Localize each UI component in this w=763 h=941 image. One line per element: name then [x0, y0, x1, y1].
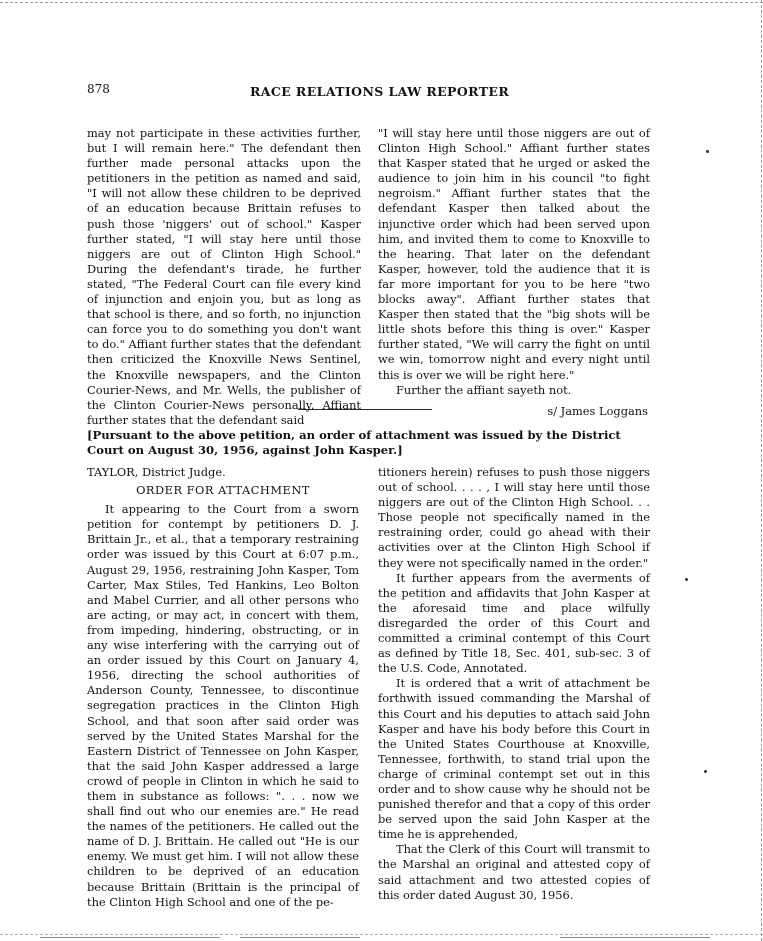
scan-edge-bottom	[0, 934, 763, 935]
order-paragraph: titioners herein) refuses to push those niggers out of school. . . . , I will stay here until those niggers are out of the Clinton High School. . . Those people not specifically named in the restraining order, could go ahead with their activities over at the Clinton High School if they were not specifically named in the order."	[378, 465, 650, 570]
order-paragraph: It further appears from the averments of the petition and affidavits that John Kasper at the aforesaid time and place wilfully disregarded the order of this Court and committed a criminal contempt of this Court as defined by Title 18, Sec. 401, sub-sec. 3 of the U.S. Code, Annotated.	[378, 570, 650, 676]
scan-edge-right	[761, 0, 762, 941]
affidavit-column-right	[378, 126, 650, 419]
affidavit-paragraph: "I will stay here until those niggers are out of Clinton High School." Affiant further states that Kasper stated that he urged or asked the audience to join him in his council "to fight negroism." Affiant further states that the defendant Kasper then talked about the injunctive order which had been served upon him, and invited them to come to Knoxville to the hearing. That later on the defendant Kasper, however, told the audience that it is far more important for you to be here "two blocks away". Affiant further states that Kasper then stated that the "big shots will be little shots before this thing is over." Kasper further stated, "We will carry the fight on until we win, tomorrow night and every night until this is over we will be right here."	[378, 126, 650, 382]
scan-speck	[704, 770, 707, 773]
editor-note: [Pursuant to the above petition, an order of attachment was issued by the District Court on August 30, 1956, against John Kasper.]	[87, 428, 621, 457]
page-number: 878	[87, 82, 110, 96]
scan-edge-top	[0, 2, 763, 3]
affidavit-closing: Further the affiant sayeth not.	[396, 382, 572, 397]
order-paragraph: That the Clerk of this Court will transmit to the Marshal an original and attested copy of said attachment and two attested copies of this order dated August 30, 1956.	[378, 842, 650, 902]
affiant-signature: s/ James Loggans	[547, 403, 648, 418]
order-column-left	[87, 465, 359, 910]
scan-speck	[706, 150, 709, 153]
scan-speck	[685, 578, 688, 581]
order-title: ORDER FOR ATTACHMENT	[136, 483, 310, 498]
order-paragraph: It appearing to the Court from a sworn petition for contempt by petitioners D. J. Brittain Jr., et al., that a temporary restraining order was issued by this Court at 6:07 p.m., August 29, 1956, restraining John Kasper, Tom Carter, Max Stiles, Ted Hankins, Leo Bolton and Mabel Currier, and all other persons who are acting, or may act, in concert with them, from impeding, hindering, obstructing, or in any wise interfering with the carrying out of an order issued by this Court on January 4, 1956, directing the school authorities of Anderson County, Tennessee, to discontinue segregation practices in the Clinton High School, and that soon after said order was served by the United States Marshal for the Eastern District of Tennessee on John Kasper, that the said John Kasper addressed a large crowd of people in Clinton in which he said to them in substance as follows: ". . . now we shall find out who our enemies are." He read the names of the petitioners. He called out the name of D. J. Brittain. He called out "He is our enemy. We must get him. I will not allow these children to be deprived of an education because Brittain (Brittain is the principal of the Clinton High School and one of the pe-	[87, 502, 359, 909]
scan-edge-mark	[40, 937, 220, 938]
affidavit-column-left	[87, 126, 361, 428]
running-head: RACE RELATIONS LAW REPORTER	[250, 84, 510, 99]
affidavit-paragraph: may not participate in these activities further, but I will remain here." The defendant then further made personal attacks upon the petitioners in the petition as named and said, "I will not allow these children to be deprived of an education because Brittain refuses to push those 'niggers' out of school." Kasper further stated, "I will stay here until those niggers are out of Clinton High School." During the defendant's tirade, he further stated, "The Federal Court can file every kind of injunction and enjoin you, but as long as that school is there, and so forth, no injunction can force you to do something you don't want to do." Affiant further states that the defendant then criticized the Knoxville News Sentinel, the Knoxville newspapers, and the Clinton Courier-News, and Mr. Wells, the publisher of the Clinton Courier-News personally. Affiant further states that the defendant said	[87, 126, 361, 427]
section-divider	[298, 409, 432, 410]
scan-edge-mark	[560, 937, 710, 938]
order-paragraph: It is ordered that a writ of attachment be forthwith issued commanding the Marshal of this Court and his deputies to attach said John Kasper and have his body before this Court in the United States Courthouse at Knoxville, Tennessee, forthwith, to stand trial upon the charge of criminal contempt set out in this order and to show cause why he should not be punished therefor and that a copy of this order be served upon the said John Kasper at the time he is apprehended,	[378, 676, 650, 842]
order-column-right	[378, 465, 650, 903]
judge-line: TAYLOR, District Judge.	[87, 465, 226, 479]
scan-edge-mark	[240, 937, 360, 938]
